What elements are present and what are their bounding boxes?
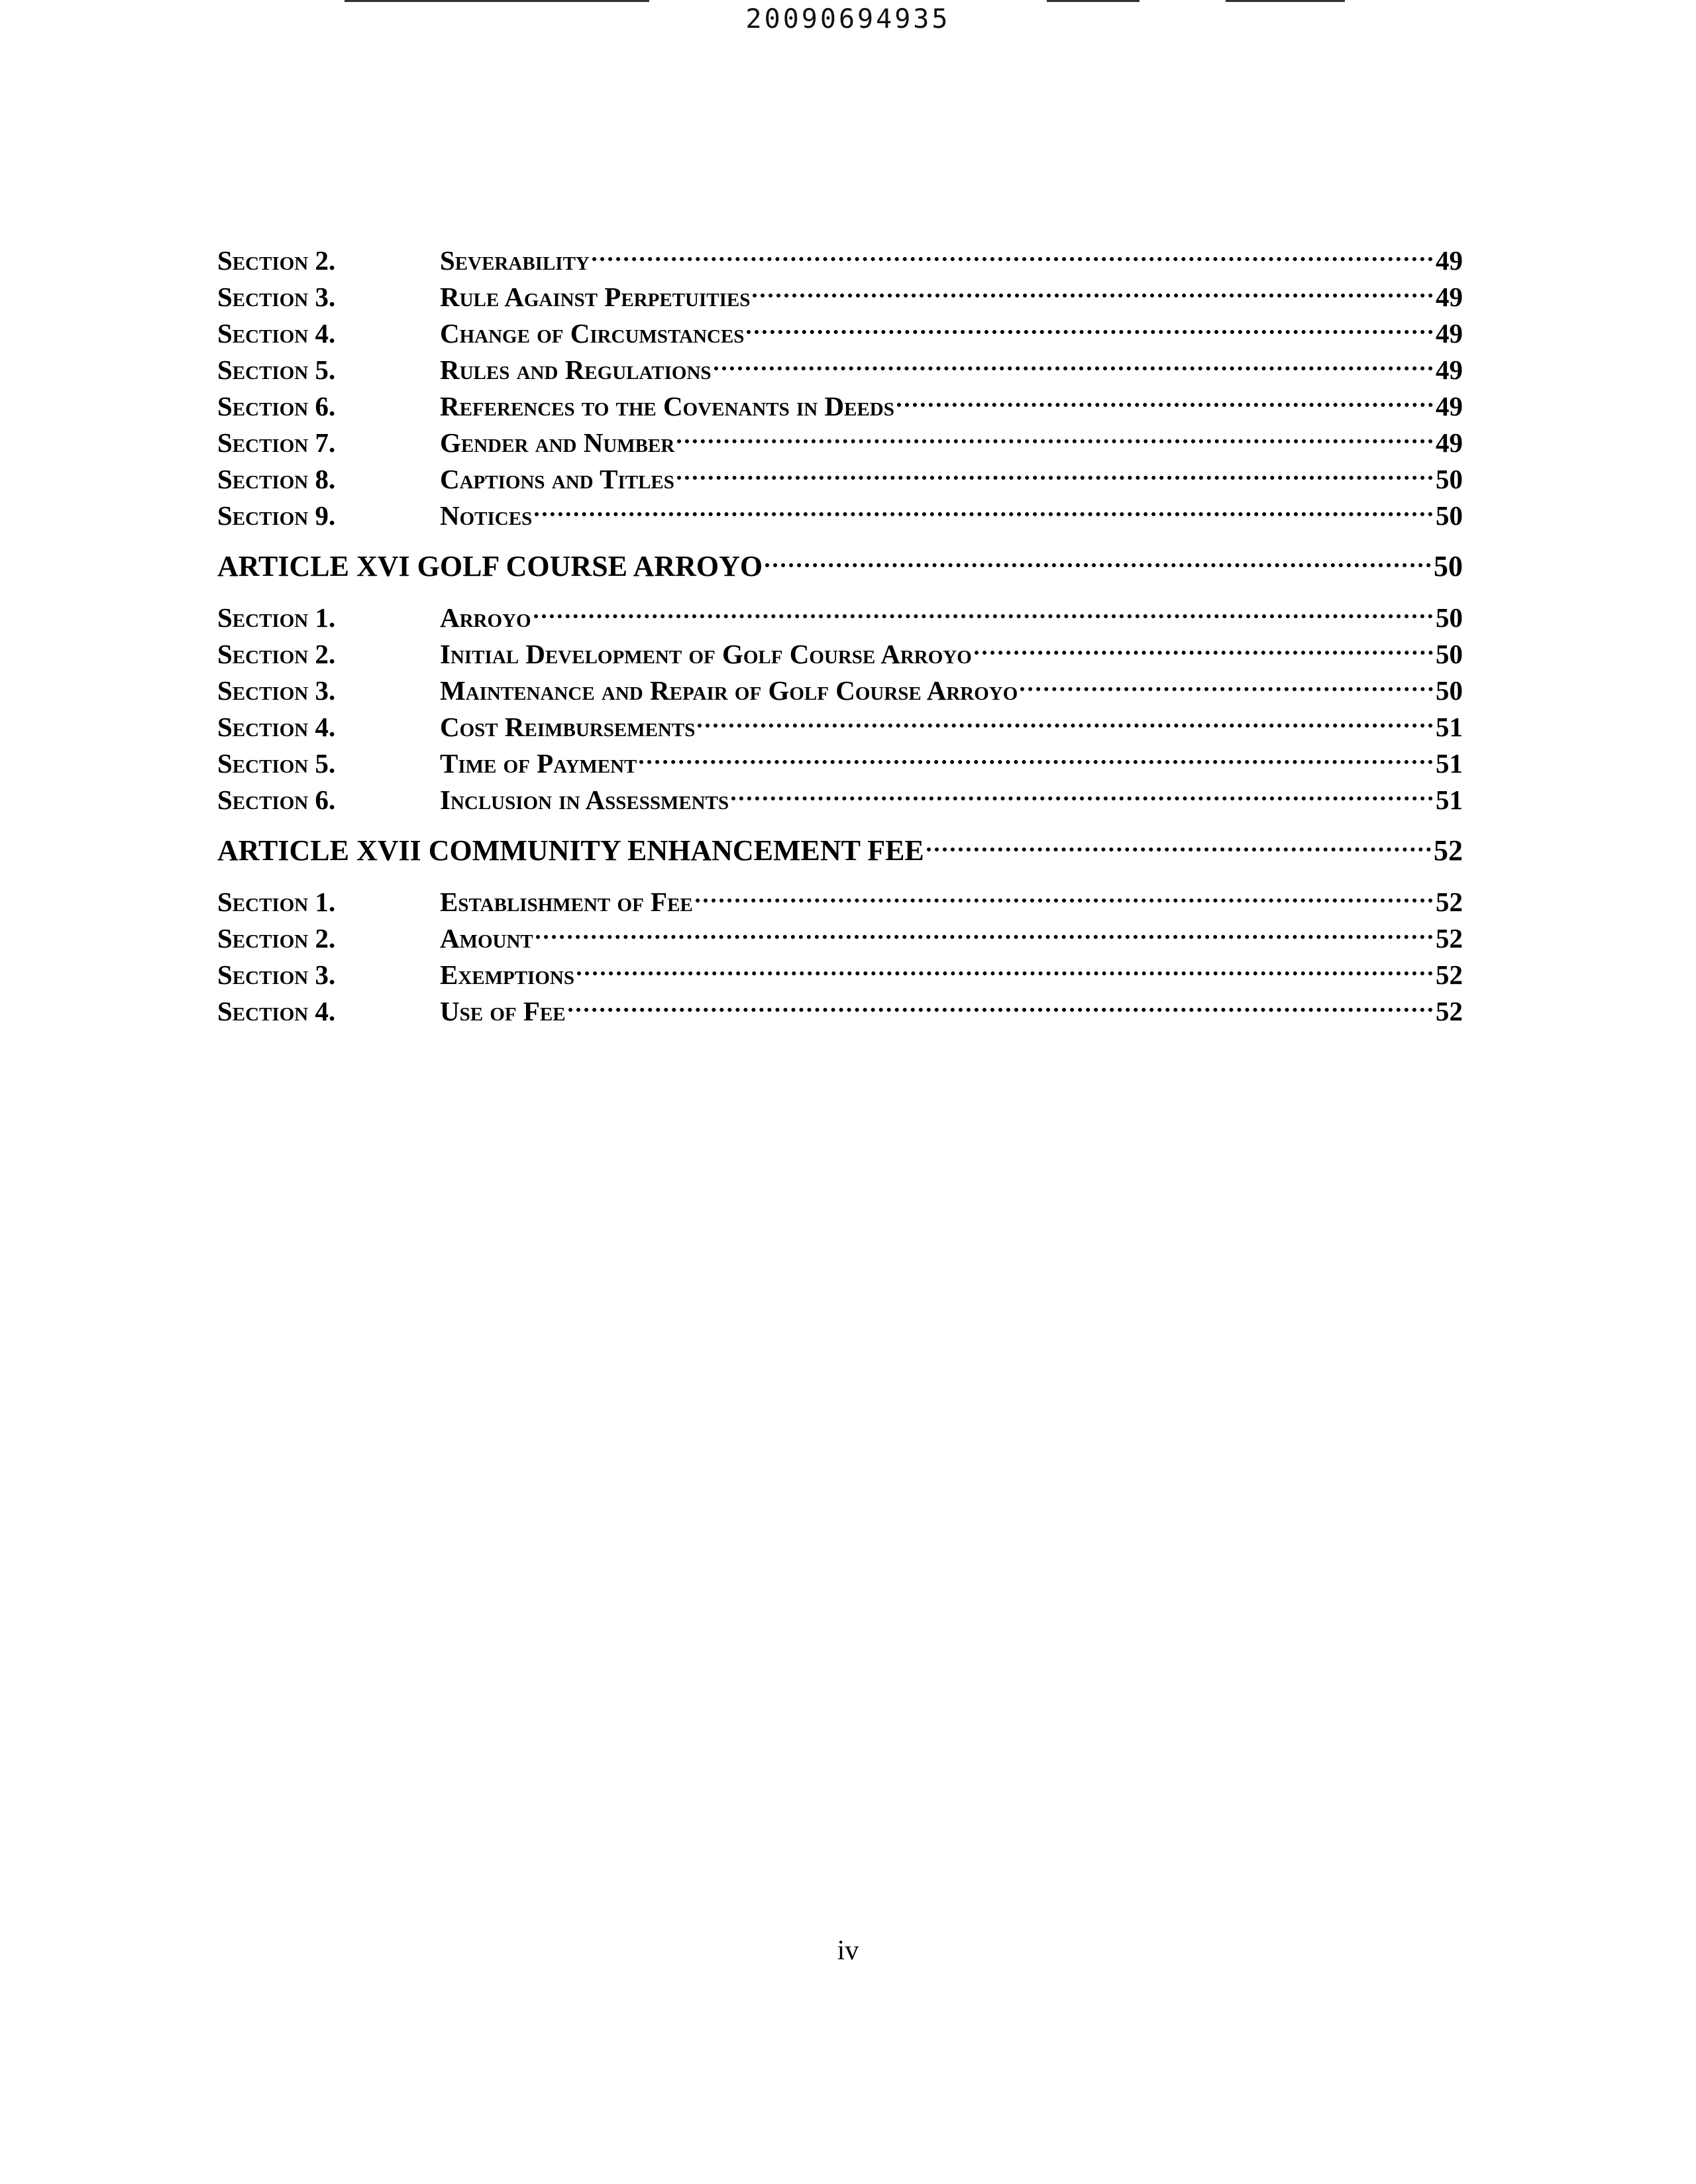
section-title: Rule Against Perpetuities (440, 282, 751, 312)
dot-leader (731, 773, 1433, 809)
page-number: 52 (1436, 887, 1463, 917)
section-number: Section 3. (217, 675, 336, 706)
table-of-contents (217, 233, 1463, 1026)
page-number: 49 (1436, 391, 1463, 421)
section-title: Notices (440, 500, 533, 531)
dot-leader (677, 415, 1433, 452)
section-number: Section 3. (217, 282, 336, 312)
page-number: 52 (1436, 996, 1463, 1026)
page-footer-number: iv (837, 1936, 859, 1966)
dot-leader (592, 233, 1433, 270)
section-title: Maintenance and Repair of Golf Course Arroyo (440, 675, 1018, 706)
dot-leader (534, 590, 1433, 627)
dot-leader (753, 270, 1433, 306)
dot-leader (677, 452, 1433, 488)
section-title: Captions and Titles (440, 464, 674, 494)
document-number: 20090694935 (745, 4, 951, 34)
page-number: 52 (1434, 834, 1463, 867)
section-title: Change of Circumstances (440, 318, 745, 349)
dot-leader (747, 306, 1433, 343)
dot-leader (975, 627, 1433, 663)
dot-leader (765, 539, 1431, 576)
section-title: Inclusion in Assessments (440, 785, 729, 815)
page-number: 50 (1436, 464, 1463, 494)
section-number: Section 2. (217, 245, 336, 276)
dot-leader (1020, 663, 1433, 700)
page-number: 51 (1436, 748, 1463, 779)
dot-leader (568, 984, 1433, 1020)
section-number: Section 1. (217, 887, 336, 917)
toc-entry (217, 233, 1463, 276)
section-number: Section 5. (217, 355, 336, 385)
section-number: Section 4. (217, 996, 336, 1026)
article-title: ARTICLE XVII COMMUNITY ENHANCEMENT FEE (217, 834, 924, 867)
section-title: Cost Reimbursements (440, 712, 696, 742)
toc-article-heading (217, 539, 1463, 582)
section-title: Time of Payment (440, 748, 637, 779)
page-number: 49 (1436, 282, 1463, 312)
dot-leader (577, 948, 1433, 984)
page-number: 50 (1436, 500, 1463, 531)
scan-artifact-rule (1047, 0, 1140, 2)
section-number: Section 6. (217, 785, 336, 815)
section-title: Rules and Regulations (440, 355, 712, 385)
page-number: 49 (1436, 318, 1463, 349)
section-number: Section 2. (217, 639, 336, 669)
page-number: 50 (1436, 602, 1463, 633)
page-number: 50 (1434, 550, 1463, 582)
section-title: Exemptions (440, 959, 574, 990)
page-number: 52 (1436, 923, 1463, 954)
section-number: Section 7. (217, 427, 336, 458)
section-number: Section 6. (217, 391, 336, 421)
dot-leader (536, 911, 1433, 948)
section-number: Section 4. (217, 712, 336, 742)
section-number: Section 9. (217, 500, 336, 531)
page-number: 50 (1436, 675, 1463, 706)
section-title: Initial Development of Golf Course Arroyo (440, 639, 972, 669)
page-number: 51 (1436, 712, 1463, 742)
toc-article-heading (217, 824, 1463, 867)
dot-leader (714, 343, 1433, 379)
section-title: References to the Covenants in Deeds (440, 391, 894, 421)
section-title: Gender and Number (440, 427, 675, 458)
section-number: Section 8. (217, 464, 336, 494)
page-number: 52 (1436, 959, 1463, 990)
section-number: Section 1. (217, 602, 336, 633)
section-title: Amount (440, 923, 533, 954)
page-number: 49 (1436, 427, 1463, 458)
section-title: Arroyo (440, 602, 531, 633)
dot-leader (696, 875, 1433, 911)
toc-entry (217, 875, 1463, 917)
scan-artifact-rule (344, 0, 649, 2)
section-number: Section 4. (217, 318, 336, 349)
section-title: Establishment of Fee (440, 887, 693, 917)
section-number: Section 5. (217, 748, 336, 779)
scan-artifact-rule (1226, 0, 1345, 2)
dot-leader (698, 700, 1433, 736)
article-title: ARTICLE XVI GOLF COURSE ARROYO (217, 550, 763, 582)
page-number: 50 (1436, 639, 1463, 669)
page-number: 51 (1436, 785, 1463, 815)
dot-leader (897, 379, 1433, 415)
section-title: Severability (440, 245, 590, 276)
section-number: Section 3. (217, 959, 336, 990)
section-title: Use of Fee (440, 996, 566, 1026)
dot-leader (639, 736, 1433, 773)
page-number: 49 (1436, 355, 1463, 385)
toc-entry (217, 590, 1463, 633)
dot-leader (535, 488, 1433, 525)
dot-leader (927, 824, 1431, 860)
page-number: 49 (1436, 245, 1463, 276)
section-number: Section 2. (217, 923, 336, 954)
